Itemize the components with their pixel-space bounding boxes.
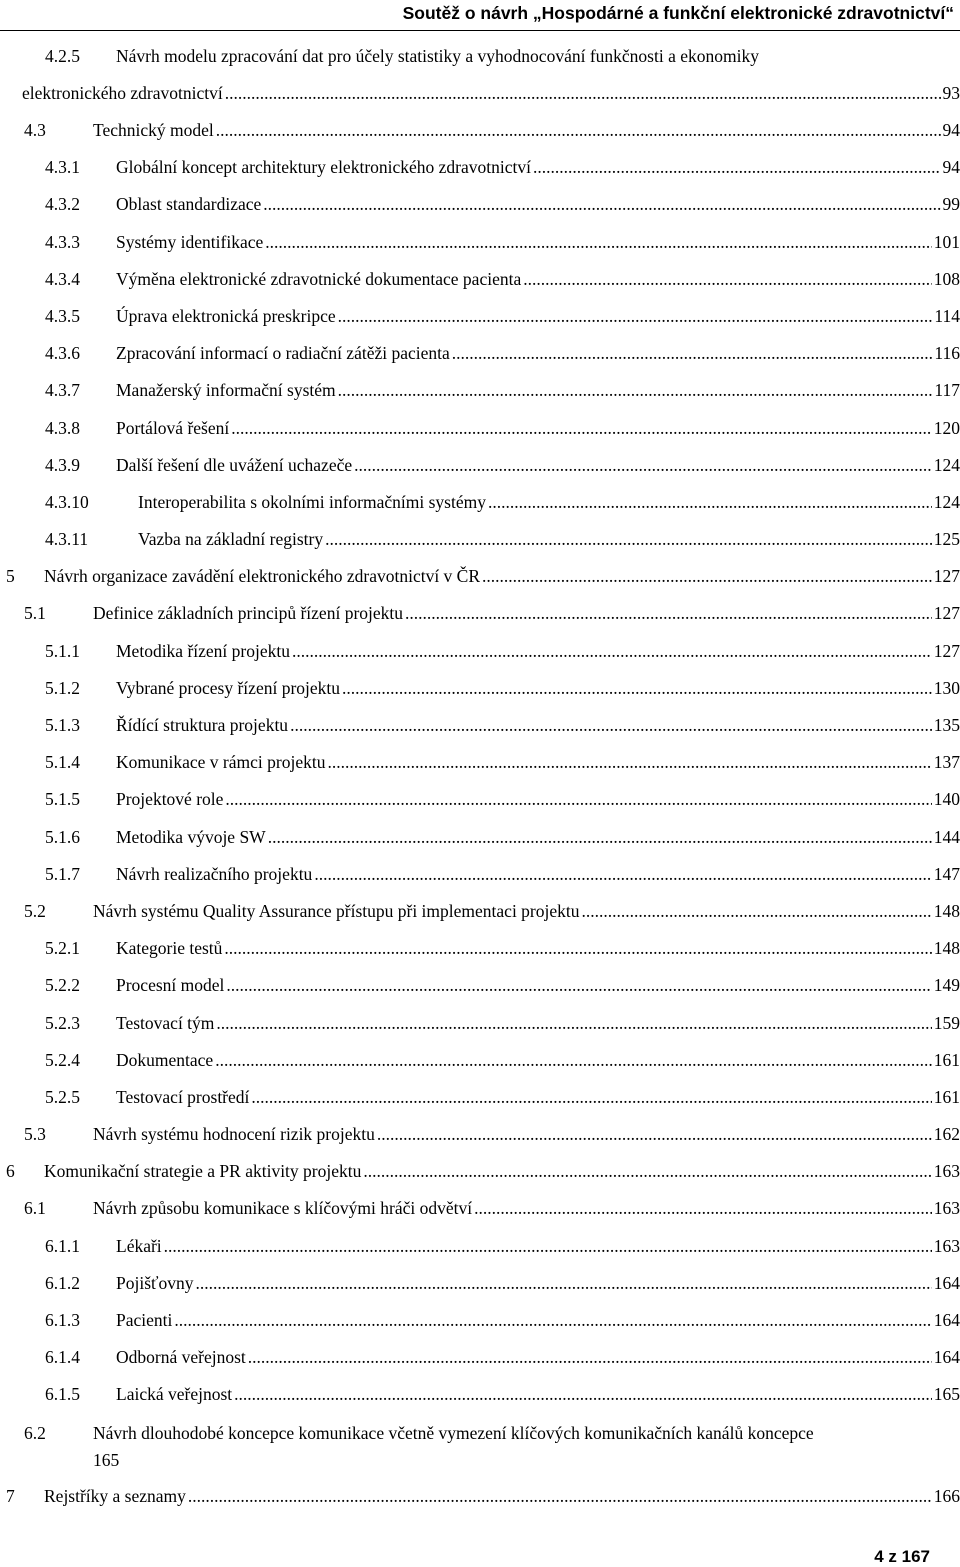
toc-leader-dots [226, 967, 931, 1004]
toc-leader-dots [325, 521, 932, 558]
toc-leader-dots [363, 1153, 931, 1190]
toc-entry[interactable] [0, 595, 960, 632]
toc-entry-number: 6.1.4 [45, 1347, 80, 1368]
toc-leader-dots [523, 261, 932, 298]
toc-entry-title: Projektové role [116, 789, 224, 810]
toc-entry[interactable] [0, 856, 960, 893]
toc-leader-dots [452, 335, 933, 372]
toc-leader-dots [225, 75, 941, 112]
toc-entry-page: 147 [933, 863, 960, 884]
toc-entry-page: 164 [933, 1272, 960, 1293]
toc-entry-number: 4.3.2 [45, 194, 80, 215]
toc-entry-title: Kategorie testů [116, 938, 223, 959]
toc-entry-page: 140 [933, 789, 960, 810]
toc-entry[interactable] [0, 38, 960, 112]
toc-leader-dots [248, 1339, 932, 1376]
toc-leader-dots [474, 1190, 932, 1227]
toc-entry-page: 149 [933, 975, 960, 996]
toc-entry-title: Globální koncept architektury elektronického zdravotnictví [116, 157, 531, 178]
toc-entry-page: 166 [933, 1485, 960, 1506]
toc-entry-number: 7 [6, 1485, 15, 1506]
table-of-contents [0, 38, 960, 1515]
toc-entry[interactable] [0, 224, 960, 261]
toc-entry-page: 144 [933, 826, 960, 847]
toc-leader-dots [216, 112, 941, 149]
document-header [0, 0, 960, 30]
toc-entry[interactable] [0, 1478, 960, 1515]
toc-entry-title: Návrh modelu zpracování dat pro účely statistiky a vyhodnocování funkčnosti a ekonomiky [116, 46, 759, 66]
toc-entry-number: 5.2 [24, 900, 46, 921]
toc-entry-number: 6.2 [24, 1422, 46, 1443]
toc-entry-number: 4.3.8 [45, 417, 80, 438]
toc-leader-dots [314, 856, 931, 893]
toc-entry-title: Metodika vývoje SW [116, 826, 266, 847]
toc-entry[interactable] [0, 1190, 960, 1227]
toc-leader-dots [234, 1376, 932, 1413]
toc-entry-title: Metodika řízení projektu [116, 640, 290, 661]
toc-entry-page: 163 [933, 1161, 960, 1182]
toc-entry-title: Odborná veřejnost [116, 1347, 246, 1368]
toc-entry-title: Návrh dlouhodobé koncepce komunikace včetně vymezení klíčových komunikačních kanálů koncepce [93, 1422, 814, 1443]
toc-entry-page: 127 [933, 640, 960, 661]
toc-entry-number: 5.2.2 [45, 975, 80, 996]
toc-leader-dots [482, 558, 932, 595]
toc-entry[interactable] [0, 1005, 960, 1042]
toc-entry-page: 163 [933, 1198, 960, 1219]
toc-entry[interactable] [0, 1376, 960, 1413]
toc-leader-dots [342, 670, 932, 707]
toc-entry[interactable] [0, 1079, 960, 1116]
toc-entry-title: Systémy identifikace [116, 231, 264, 252]
toc-entry-title: Zpracování informací o radiační zátěži pacienta [116, 343, 450, 364]
toc-entry-page: 164 [933, 1310, 960, 1330]
toc-entry-number: 4.3.6 [45, 343, 80, 364]
toc-entry-number: 5 [6, 566, 15, 587]
toc-entry-page: 116 [934, 343, 960, 364]
toc-entry[interactable] [0, 410, 960, 447]
toc-entry[interactable] [0, 1414, 960, 1478]
toc-entry[interactable] [0, 558, 960, 595]
toc-entry-page: 130 [933, 677, 960, 698]
toc-entry-page: 161 [933, 1086, 960, 1107]
toc-entry[interactable] [0, 670, 960, 707]
toc-entry-title: Vybrané procesy řízení projektu [116, 677, 341, 698]
toc-leader-dots [174, 1302, 931, 1339]
toc-entry-number: 6.1.5 [45, 1384, 80, 1405]
toc-entry-number: 6.1.2 [45, 1272, 80, 1293]
toc-entry[interactable] [0, 1116, 960, 1153]
toc-entry-number: 4.3 [24, 120, 46, 140]
toc-entry-number: 5.1.4 [45, 752, 80, 773]
toc-entry-page: 165 [933, 1384, 960, 1405]
toc-leader-dots [533, 149, 941, 186]
toc-entry-page: 114 [934, 305, 960, 326]
toc-leader-dots [216, 1005, 931, 1042]
toc-leader-dots [188, 1478, 932, 1515]
toc-entry-number: 5.2.5 [45, 1086, 80, 1107]
toc-entry-page: 124 [933, 454, 960, 475]
toc-leader-dots [265, 224, 931, 261]
toc-entry-title: Návrh systému Quality Assurance přístupu při implementaci projektu [93, 900, 580, 921]
toc-entry-number: 4.2.5 [45, 46, 80, 66]
toc-leader-dots [292, 633, 932, 670]
toc-entry-page: 117 [934, 380, 960, 401]
toc-entry-title: Pojišťovny [116, 1272, 194, 1293]
toc-entry[interactable] [0, 707, 960, 744]
toc-entry-title: Úprava elektronická preskripce [116, 305, 336, 326]
toc-entry-title: Definice základních principů řízení projektu [93, 603, 404, 624]
toc-entry[interactable] [0, 930, 960, 967]
toc-entry-number: 6.1.3 [45, 1310, 80, 1330]
toc-entry-page: 135 [933, 715, 960, 735]
toc-entry-page: 162 [933, 1124, 960, 1145]
toc-leader-dots [354, 447, 932, 484]
toc-entry-title: Technický model [93, 120, 214, 140]
toc-entry-number: 5.1 [24, 603, 46, 624]
toc-entry[interactable] [0, 1228, 960, 1265]
toc-entry-title: Laická veřejnost [116, 1384, 233, 1405]
toc-leader-dots [327, 744, 931, 781]
toc-leader-dots [215, 1042, 932, 1079]
toc-leader-dots [290, 707, 932, 744]
toc-entry-number: 6 [6, 1161, 15, 1182]
toc-entry-number: 6.1 [24, 1198, 46, 1219]
toc-entry-page: 99 [942, 194, 960, 215]
toc-entry[interactable] [0, 112, 960, 149]
toc-entry-page: 93 [942, 83, 960, 103]
toc-leader-dots [377, 1116, 932, 1153]
toc-leader-dots [196, 1265, 932, 1302]
toc-entry[interactable] [0, 1339, 960, 1376]
toc-entry[interactable] [0, 1153, 960, 1190]
toc-entry-number: 5.3 [24, 1124, 46, 1145]
toc-entry-number: 4.3.3 [45, 231, 80, 252]
toc-entry[interactable] [0, 893, 960, 930]
header-divider [0, 30, 960, 31]
toc-leader-dots [251, 1079, 931, 1116]
toc-entry-title: Testovací prostředí [116, 1086, 250, 1107]
toc-entry-number: 5.1.5 [45, 789, 80, 810]
toc-leader-dots [338, 298, 933, 335]
toc-entry-number: 5.1.3 [45, 715, 80, 735]
toc-entry-title: Dokumentace [116, 1049, 214, 1070]
toc-leader-dots [224, 930, 931, 967]
toc-entry[interactable] [0, 186, 960, 223]
toc-entry-number: 5.1.1 [45, 640, 80, 661]
toc-entry-number: 5.1.2 [45, 677, 80, 698]
toc-entry-title: Další řešení dle uvážení uchazeče [116, 454, 353, 475]
toc-entry-page: 127 [933, 603, 960, 624]
toc-entry[interactable] [0, 261, 960, 298]
toc-entry-number: 5.2.4 [45, 1049, 80, 1070]
toc-entry-title: Testovací tým [116, 1012, 215, 1033]
toc-entry-number: 4.3.11 [45, 529, 89, 550]
toc-entry[interactable] [0, 447, 960, 484]
toc-entry-page: 120 [933, 417, 960, 438]
toc-leader-dots [164, 1228, 932, 1265]
toc-entry-title: Pacienti [116, 1310, 173, 1330]
toc-entry-title: Komunikační strategie a PR aktivity projektu [44, 1161, 362, 1182]
toc-entry-number: 4.3.7 [45, 380, 80, 401]
toc-entry-page: 94 [942, 157, 960, 178]
toc-entry-page: 101 [933, 231, 960, 252]
toc-entry-number: 5.1.6 [45, 826, 80, 847]
toc-leader-dots [268, 819, 932, 856]
toc-entry-number: 4.3.10 [45, 491, 89, 512]
toc-entry-title: Rejstříky a seznamy [44, 1485, 186, 1506]
toc-entry[interactable] [0, 744, 960, 781]
toc-entry-title: Oblast standardizace [116, 194, 262, 215]
toc-entry-page: 161 [933, 1049, 960, 1070]
document-title: Soutěž o návrh „Hospodárné a funkční elektronické zdravotnictví“ [402, 3, 954, 23]
toc-leader-dots [488, 484, 932, 521]
toc-entry-number: 5.2.3 [45, 1012, 80, 1033]
toc-entry-title: Návrh způsobu komunikace s klíčovými hráči odvětví [93, 1198, 473, 1219]
toc-entry-number: 4.3.4 [45, 268, 80, 289]
toc-entry[interactable] [0, 781, 960, 818]
toc-entry-title: Interoperabilita s okolními informačními systémy [138, 491, 486, 512]
toc-leader-dots [582, 893, 932, 930]
toc-entry-number: 6.1.1 [45, 1235, 80, 1256]
page-indicator: 4 z 167 [874, 1547, 930, 1566]
toc-entry-page: 108 [933, 268, 960, 289]
toc-entry-title: Procesní model [116, 975, 225, 996]
toc-entry[interactable] [0, 1265, 960, 1302]
toc-entry-page: 164 [933, 1347, 960, 1368]
toc-entry-title: Řídící struktura projektu [116, 715, 289, 735]
toc-entry[interactable] [0, 967, 960, 1004]
toc-entry-title: Lékaři [116, 1235, 162, 1256]
toc-leader-dots [231, 410, 932, 447]
toc-entry-number: 4.3.1 [45, 157, 80, 178]
toc-entry[interactable] [0, 335, 960, 372]
toc-entry[interactable] [0, 1302, 960, 1339]
toc-leader-dots [338, 372, 933, 409]
toc-entry-page: 148 [933, 900, 960, 921]
toc-entry-page: 159 [933, 1012, 960, 1033]
toc-entry-page: 148 [933, 938, 960, 959]
toc-leader-dots [225, 781, 931, 818]
toc-entry[interactable] [0, 372, 960, 409]
toc-entry[interactable] [0, 521, 960, 558]
toc-entry-number: 5.1.7 [45, 863, 80, 884]
toc-entry-page: 137 [933, 752, 960, 773]
toc-entry-title: Portálová řešení [116, 417, 230, 438]
toc-entry[interactable] [0, 484, 960, 521]
toc-entry-title: Výměna elektronické zdravotnické dokumentace pacienta [116, 268, 522, 289]
toc-entry-title: Komunikace v rámci projektu [116, 752, 326, 773]
toc-entry-number: 4.3.5 [45, 305, 80, 326]
toc-entry-page: 125 [933, 529, 960, 550]
toc-entry[interactable] [0, 149, 960, 186]
toc-entry-page: 165 [93, 1449, 120, 1470]
toc-entry[interactable] [0, 1042, 960, 1079]
toc-entry-page: 127 [933, 566, 960, 587]
toc-entry-title: Návrh organizace zavádění elektronického zdravotnictví v ČR [44, 566, 481, 587]
toc-entry-title-continued: elektronického zdravotnictví [22, 83, 223, 103]
toc-entry-page: 124 [933, 491, 960, 512]
toc-entry[interactable] [0, 819, 960, 856]
toc-leader-dots [263, 186, 940, 223]
toc-entry-title: Vazba na základní registry [138, 529, 324, 550]
toc-entry-title: Manažerský informační systém [116, 380, 336, 401]
toc-entry-number: 5.2.1 [45, 938, 80, 959]
toc-entry[interactable] [0, 633, 960, 670]
toc-entry-page: 163 [933, 1235, 960, 1256]
toc-leader-dots [405, 595, 932, 632]
toc-entry-number: 4.3.9 [45, 454, 80, 475]
toc-entry[interactable] [0, 298, 960, 335]
toc-entry-page: 94 [942, 120, 960, 140]
toc-entry-title: Návrh systému hodnocení rizik projektu [93, 1124, 375, 1145]
toc-entry-title: Návrh realizačního projektu [116, 863, 313, 884]
